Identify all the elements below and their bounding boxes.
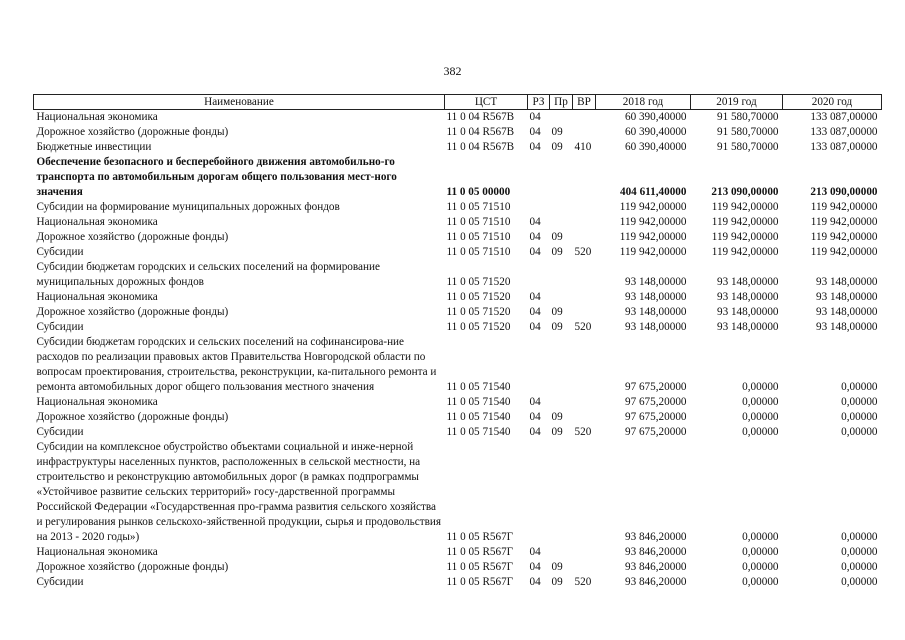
cell-name: Национальная экономика bbox=[36, 396, 158, 408]
cell-cst: 11 0 05 71520 bbox=[446, 276, 511, 288]
table-row bbox=[34, 440, 882, 545]
cell-vr: 410 bbox=[574, 141, 592, 153]
header-vr: ВР bbox=[573, 95, 596, 110]
cell-vr: 520 bbox=[574, 246, 592, 258]
cell-pr bbox=[550, 155, 573, 200]
cell-name: Национальная экономика bbox=[36, 216, 158, 228]
cell-2020: 133 087,00000 bbox=[810, 141, 878, 153]
cell-cst: 11 0 05 R567Г bbox=[446, 546, 514, 558]
cell-2020: 0,00000 bbox=[841, 396, 878, 408]
cell-2018: 93 148,00000 bbox=[624, 276, 687, 288]
cell-2018: 119 942,00000 bbox=[619, 201, 687, 213]
cell-rz: 04 bbox=[529, 561, 541, 573]
table-row bbox=[34, 290, 882, 305]
cell-name: Субсидии бюджетам городских и сельских поселений на формирование муниципальных дорожных фондов bbox=[36, 261, 380, 288]
cell-2019: 119 942,00000 bbox=[711, 216, 779, 228]
table-row bbox=[34, 260, 882, 290]
cell-pr bbox=[550, 110, 573, 126]
cell-2019: 91 580,70000 bbox=[716, 141, 779, 153]
cell-name: Субсидии бюджетам городских и сельских поселений на софинансирова-ние расходов по реализации правовых актов Правительства Новгородской области по вопросам проектирования, строительства, реконструкции, ка-питального ремонта и ремонта автомобильных дорог общего пользования местного значения bbox=[36, 336, 437, 393]
cell-rz bbox=[528, 260, 550, 290]
cell-rz: 04 bbox=[529, 216, 541, 228]
cell-vr bbox=[573, 230, 596, 245]
cell-pr: 09 bbox=[551, 306, 563, 318]
table-row bbox=[34, 155, 882, 200]
cell-2018: 97 675,20000 bbox=[624, 426, 687, 438]
cell-2019: 91 580,70000 bbox=[716, 126, 779, 138]
cell-2020: 133 087,00000 bbox=[810, 111, 878, 123]
cell-2020: 0,00000 bbox=[841, 381, 878, 393]
cell-name: Бюджетные инвестиции bbox=[36, 141, 152, 153]
cell-2018: 97 675,20000 bbox=[624, 411, 687, 423]
cell-2019: 0,00000 bbox=[742, 531, 779, 543]
table-row bbox=[34, 560, 882, 575]
cell-rz bbox=[528, 200, 550, 215]
table-row bbox=[34, 200, 882, 215]
cell-2018: 93 846,20000 bbox=[624, 576, 687, 588]
cell-pr: 09 bbox=[551, 321, 563, 333]
cell-rz: 04 bbox=[529, 111, 541, 123]
cell-name: Дорожное хозяйство (дорожные фонды) bbox=[36, 231, 229, 243]
cell-rz bbox=[528, 155, 550, 200]
table-row bbox=[34, 320, 882, 335]
cell-pr bbox=[550, 260, 573, 290]
cell-rz: 04 bbox=[529, 246, 541, 258]
cell-vr bbox=[573, 260, 596, 290]
cell-2019: 0,00000 bbox=[742, 546, 779, 558]
cell-name: Субсидии bbox=[36, 321, 84, 333]
cell-name: Субсидии bbox=[36, 576, 84, 588]
cell-pr bbox=[550, 200, 573, 215]
cell-vr bbox=[573, 290, 596, 305]
cell-cst: 11 0 04 R567B bbox=[446, 126, 515, 138]
cell-name: Субсидии bbox=[36, 426, 84, 438]
cell-vr bbox=[573, 560, 596, 575]
cell-name: Субсидии bbox=[36, 246, 84, 258]
table-row bbox=[34, 140, 882, 155]
cell-vr: 520 bbox=[574, 576, 592, 588]
cell-2018: 97 675,20000 bbox=[624, 381, 687, 393]
cell-cst: 11 0 05 R567Г bbox=[446, 531, 514, 543]
cell-rz: 04 bbox=[529, 576, 541, 588]
cell-vr: 520 bbox=[574, 426, 592, 438]
cell-cst: 11 0 05 00000 bbox=[446, 186, 511, 198]
cell-vr bbox=[573, 410, 596, 425]
cell-rz: 04 bbox=[529, 291, 541, 303]
cell-2020: 93 148,00000 bbox=[815, 321, 878, 333]
cell-2020: 0,00000 bbox=[841, 531, 878, 543]
table-row bbox=[34, 110, 882, 126]
cell-pr: 09 bbox=[551, 126, 563, 138]
header-year-2020: 2020 год bbox=[783, 95, 882, 110]
cell-2019: 93 148,00000 bbox=[716, 306, 779, 318]
cell-2019: 0,00000 bbox=[742, 396, 779, 408]
cell-2019: 0,00000 bbox=[742, 381, 779, 393]
header-rz: РЗ bbox=[528, 95, 550, 110]
cell-pr bbox=[550, 395, 573, 410]
cell-pr bbox=[550, 545, 573, 560]
cell-cst: 11 0 04 R567B bbox=[446, 111, 515, 123]
table-header-row bbox=[34, 95, 882, 110]
cell-cst: 11 0 05 71510 bbox=[446, 201, 511, 213]
cell-2019: 119 942,00000 bbox=[711, 201, 779, 213]
cell-2019: 119 942,00000 bbox=[711, 231, 779, 243]
cell-2019: 213 090,00000 bbox=[711, 186, 779, 198]
cell-pr: 09 bbox=[551, 411, 563, 423]
cell-vr bbox=[573, 200, 596, 215]
cell-2018: 97 675,20000 bbox=[624, 396, 687, 408]
cell-vr bbox=[573, 395, 596, 410]
cell-pr bbox=[550, 440, 573, 545]
table-row bbox=[34, 305, 882, 320]
cell-cst: 11 0 04 R567B bbox=[446, 141, 515, 153]
cell-pr bbox=[550, 290, 573, 305]
cell-name: Национальная экономика bbox=[36, 111, 158, 123]
cell-2020: 119 942,00000 bbox=[810, 246, 878, 258]
cell-rz: 04 bbox=[529, 126, 541, 138]
table-row bbox=[34, 125, 882, 140]
cell-name: Субсидии на формирование муниципальных дорожных фондов bbox=[36, 201, 340, 213]
cell-rz bbox=[528, 440, 550, 545]
cell-cst: 11 0 05 71510 bbox=[446, 231, 511, 243]
cell-2019: 0,00000 bbox=[742, 561, 779, 573]
table-row bbox=[34, 395, 882, 410]
cell-2019: 0,00000 bbox=[742, 411, 779, 423]
cell-vr bbox=[573, 110, 596, 126]
cell-2019: 93 148,00000 bbox=[716, 321, 779, 333]
cell-vr bbox=[573, 125, 596, 140]
cell-2018: 93 846,20000 bbox=[624, 531, 687, 543]
cell-2018: 93 846,20000 bbox=[624, 561, 687, 573]
cell-pr bbox=[550, 215, 573, 230]
cell-vr bbox=[573, 155, 596, 200]
cell-pr: 09 bbox=[551, 561, 563, 573]
cell-rz: 04 bbox=[529, 231, 541, 243]
cell-cst: 11 0 05 71510 bbox=[446, 246, 511, 258]
cell-2019: 119 942,00000 bbox=[711, 246, 779, 258]
cell-2020: 0,00000 bbox=[841, 561, 878, 573]
table-row bbox=[34, 335, 882, 395]
cell-cst: 11 0 05 71520 bbox=[446, 306, 511, 318]
cell-name: Субсидии на комплексное обустройство объектами социальной и инже-нерной инфраструктуры населенных пунктов, расположенных в сельской местности, на строительство и реконструкцию автомобильных дорог (в рамках подпрограммы «Устойчивое развитие сельских территорий» госу-дарственной программы Российской Федерации «Государственная про-грамма развития сельского хозяйства и регулирования рынков сельскохо-зяйственной продукции, сырья и продовольствия на 2013 - 2020 годы») bbox=[36, 441, 442, 543]
cell-2020: 93 148,00000 bbox=[815, 291, 878, 303]
cell-rz: 04 bbox=[529, 306, 541, 318]
cell-2018: 93 846,20000 bbox=[624, 546, 687, 558]
cell-cst: 11 0 05 71520 bbox=[446, 321, 511, 333]
cell-2018: 404 611,40000 bbox=[619, 186, 687, 198]
budget-table bbox=[33, 94, 882, 590]
cell-name: Дорожное хозяйство (дорожные фонды) bbox=[36, 126, 229, 138]
cell-name: Дорожное хозяйство (дорожные фонды) bbox=[36, 561, 229, 573]
cell-name: Национальная экономика bbox=[36, 546, 158, 558]
cell-name: Национальная экономика bbox=[36, 291, 158, 303]
cell-rz: 04 bbox=[529, 141, 541, 153]
cell-rz: 04 bbox=[529, 411, 541, 423]
cell-name: Обеспечение безопасного и бесперебойного движения автомобильно-го транспорта по автомобильным дорогам общего пользования мест-ного значения bbox=[36, 156, 397, 198]
header-year-2019: 2019 год bbox=[691, 95, 783, 110]
header-name: Наименование bbox=[34, 95, 445, 110]
table-row bbox=[34, 545, 882, 560]
cell-2019: 0,00000 bbox=[742, 576, 779, 588]
header-cst: ЦСТ bbox=[445, 95, 528, 110]
cell-2020: 0,00000 bbox=[841, 546, 878, 558]
page-number: 382 bbox=[443, 64, 462, 78]
cell-2018: 93 148,00000 bbox=[624, 306, 687, 318]
cell-2018: 60 390,40000 bbox=[624, 111, 687, 123]
table-row bbox=[34, 245, 882, 260]
cell-cst: 11 0 05 R567Г bbox=[446, 561, 514, 573]
cell-2019: 93 148,00000 bbox=[716, 291, 779, 303]
cell-vr bbox=[573, 335, 596, 395]
cell-pr: 09 bbox=[551, 141, 563, 153]
cell-2018: 119 942,00000 bbox=[619, 216, 687, 228]
cell-cst: 11 0 05 71520 bbox=[446, 291, 511, 303]
table-row bbox=[34, 230, 882, 245]
cell-pr: 09 bbox=[551, 231, 563, 243]
table-row bbox=[34, 425, 882, 440]
cell-2020: 0,00000 bbox=[841, 411, 878, 423]
cell-2020: 119 942,00000 bbox=[810, 201, 878, 213]
header-year-2018: 2018 год bbox=[596, 95, 691, 110]
cell-2018: 119 942,00000 bbox=[619, 231, 687, 243]
cell-name: Дорожное хозяйство (дорожные фонды) bbox=[36, 411, 229, 423]
cell-vr bbox=[573, 215, 596, 230]
table-row bbox=[34, 215, 882, 230]
cell-vr: 520 bbox=[574, 321, 592, 333]
cell-2020: 213 090,00000 bbox=[810, 186, 878, 198]
cell-rz: 04 bbox=[529, 321, 541, 333]
cell-2020: 93 148,00000 bbox=[815, 306, 878, 318]
cell-2019: 91 580,70000 bbox=[716, 111, 779, 123]
cell-cst: 11 0 05 R567Г bbox=[446, 576, 514, 588]
cell-pr: 09 bbox=[551, 576, 563, 588]
cell-2018: 60 390,40000 bbox=[624, 126, 687, 138]
cell-cst: 11 0 05 71540 bbox=[446, 426, 511, 438]
cell-cst: 11 0 05 71540 bbox=[446, 396, 511, 408]
cell-vr bbox=[573, 305, 596, 320]
cell-2020: 119 942,00000 bbox=[810, 231, 878, 243]
cell-2018: 93 148,00000 bbox=[624, 321, 687, 333]
cell-name: Дорожное хозяйство (дорожные фонды) bbox=[36, 306, 229, 318]
cell-2020: 93 148,00000 bbox=[815, 276, 878, 288]
cell-2019: 93 148,00000 bbox=[716, 276, 779, 288]
cell-rz bbox=[528, 335, 550, 395]
cell-2020: 0,00000 bbox=[841, 576, 878, 588]
cell-cst: 11 0 05 71540 bbox=[446, 411, 511, 423]
cell-2018: 60 390,40000 bbox=[624, 141, 687, 153]
cell-rz: 04 bbox=[529, 396, 541, 408]
cell-2019: 0,00000 bbox=[742, 426, 779, 438]
cell-vr bbox=[573, 545, 596, 560]
table-row bbox=[34, 575, 882, 590]
cell-cst: 11 0 05 71510 bbox=[446, 216, 511, 228]
header-pr: Пр bbox=[550, 95, 573, 110]
cell-2018: 93 148,00000 bbox=[624, 291, 687, 303]
table-row bbox=[34, 410, 882, 425]
cell-pr: 09 bbox=[551, 246, 563, 258]
cell-2018: 119 942,00000 bbox=[619, 246, 687, 258]
cell-vr bbox=[573, 440, 596, 545]
cell-pr: 09 bbox=[551, 426, 563, 438]
cell-2020: 119 942,00000 bbox=[810, 216, 878, 228]
cell-cst: 11 0 05 71540 bbox=[446, 381, 511, 393]
cell-2020: 133 087,00000 bbox=[810, 126, 878, 138]
table-body bbox=[34, 110, 882, 591]
cell-2020: 0,00000 bbox=[841, 426, 878, 438]
cell-pr bbox=[550, 335, 573, 395]
cell-rz: 04 bbox=[529, 546, 541, 558]
cell-rz: 04 bbox=[529, 426, 541, 438]
